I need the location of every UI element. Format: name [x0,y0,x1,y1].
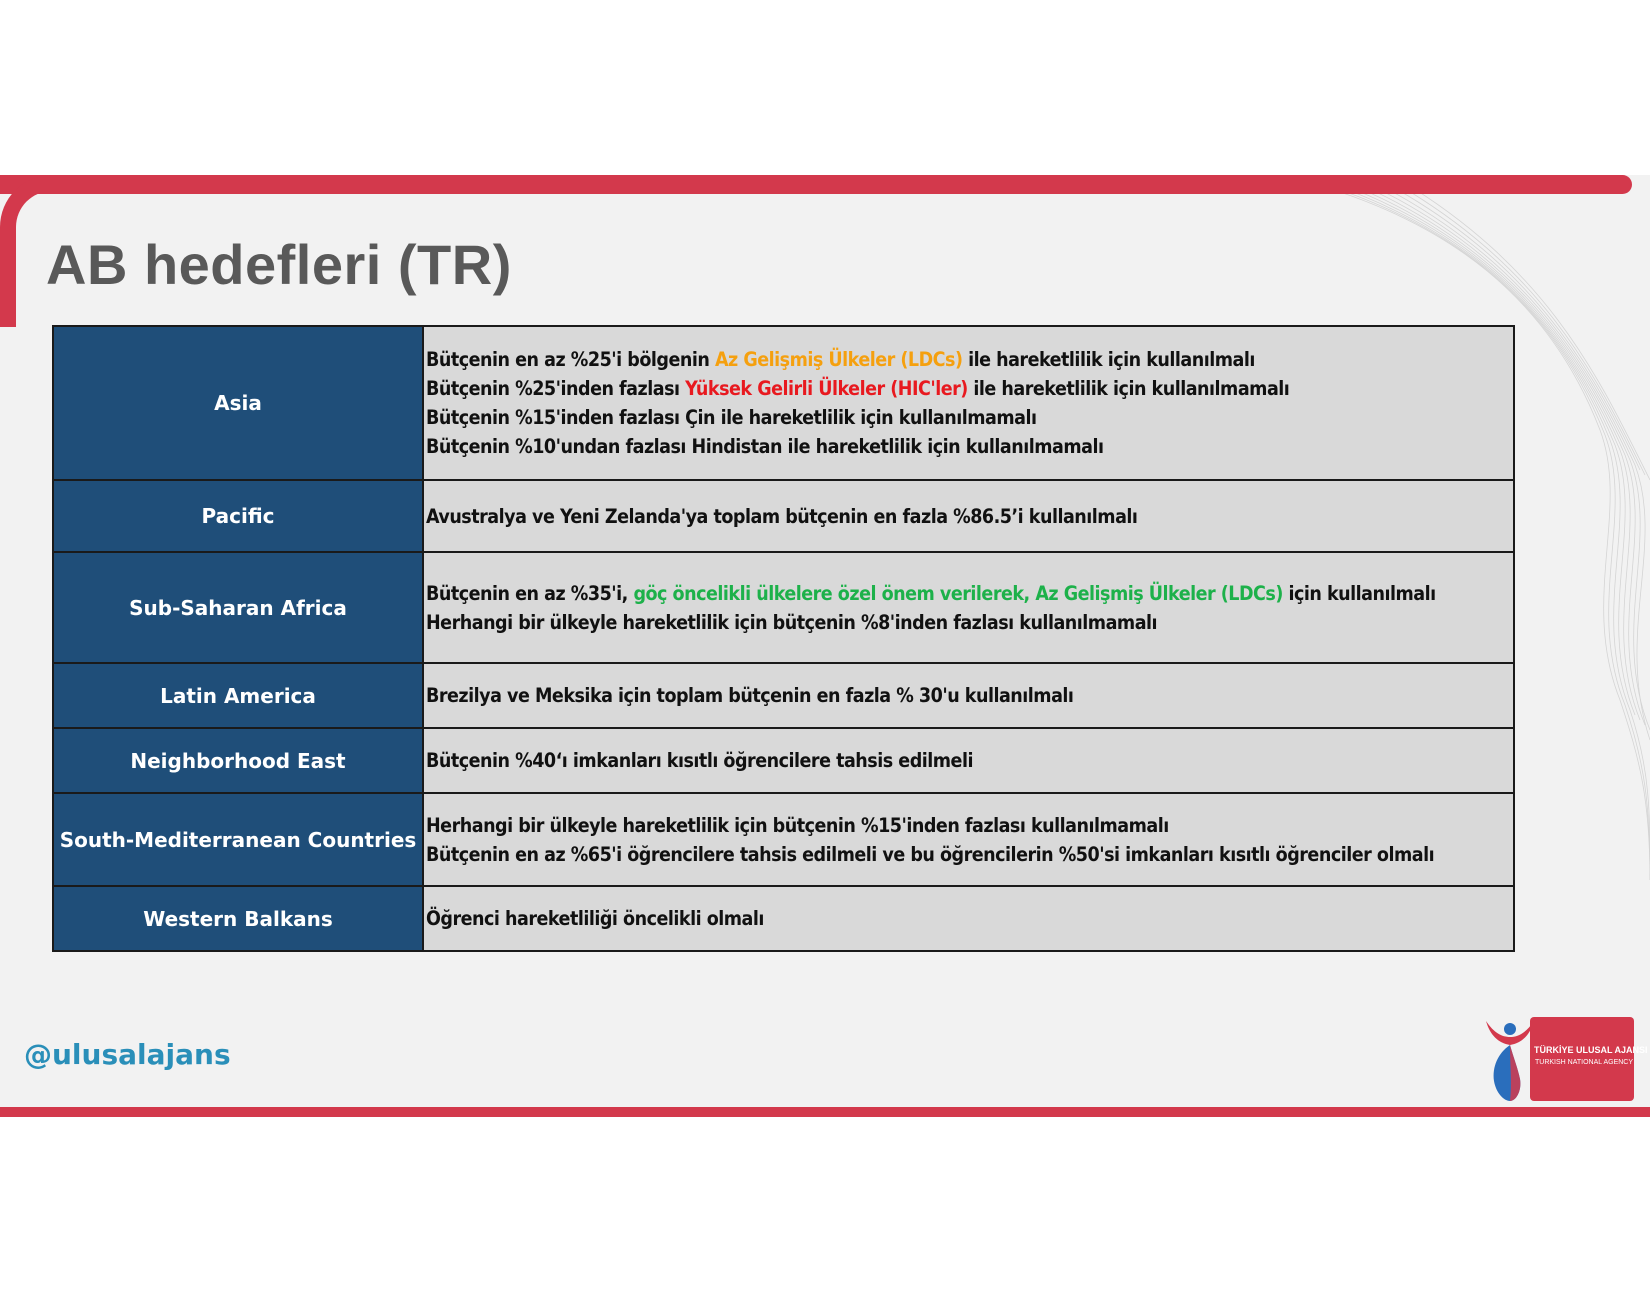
region-cell: Western Balkans [53,886,423,951]
table-row [53,728,1514,793]
logo-text-en: TURKISH NATIONAL AGENCY [1535,1059,1634,1066]
region-cell: Sub-Saharan Africa [53,552,423,663]
top-accent-bar [0,175,1632,194]
rule-line: Bütçenin en az %35'i, göç öncelikli ülkelere özel önem verilerek, Az Gelişmiş Ülkeler (LDCs) için kullanılmalı [426,581,1436,605]
rule-line: Avustralya ve Yeni Zelanda'ya toplam bütçenin en fazla %86.5’i kullanılmalı [426,504,1138,528]
rule-line: Bütçenin en az %65'i öğrencilere tahsis edilmeli ve bu öğrencilerin %50'si imkanları kısıtlı öğrenciler olmalı [426,842,1435,866]
agency-logo [1480,1015,1648,1103]
rule-line: Bütçenin %10'undan fazlası Hindistan ile hareketlilik için kullanılmamalı [426,435,1104,458]
social-handle[interactable]: @ulusalajans [24,1038,231,1071]
rules-cell [423,552,1514,663]
table-row [53,663,1514,728]
rule-line: Herhangi bir ülkeyle hareketlilik için bütçenin %8'inden fazlası kullanılmamalı [426,610,1158,634]
table-row [53,886,1514,951]
region-cell: Latin America [53,663,423,728]
highlight-ldcs: Az Gelişmiş Ülkeler (LDCs) [714,348,963,371]
rule-line: Bütçenin %40‘ı imkanları kısıtlı öğrencilere tahsis edilmeli [426,749,973,772]
region-cell: Neighborhood East [53,728,423,793]
rule-line: Bütçenin en az %25'i bölgenin Az Gelişmiş Ülkeler (LDCs) ile hareketlilik için kullanılmalı [426,348,1255,371]
rule-line: Herhangi bir ülkeyle hareketlilik için bütçenin %15'inden fazlası kullanılmamalı [426,813,1169,837]
rules-cell [423,728,1514,793]
bottom-accent-bar [0,1107,1650,1117]
rules-cell [423,663,1514,728]
region-cell: South-Mediterranean Countries [53,793,423,886]
rules-cell [423,793,1514,886]
rule-line: Öğrenci hareketliliği öncelikli olmalı [426,907,764,930]
page-title: AB hedefleri (TR) [46,233,512,296]
rules-cell [423,886,1514,951]
table-row [53,793,1514,886]
region-cell: Asia [53,326,423,480]
rule-line: Brezilya ve Meksika için toplam bütçenin en fazla % 30'u kullanılmalı [426,684,1074,707]
table-row [53,326,1514,480]
eu-targets-table [52,325,1515,952]
rule-line: Bütçenin %25'inden fazlası Yüksek Gelirli Ülkeler (HIC'ler) ile hareketlilik için kullanılmamalı [426,377,1290,400]
logo-text-tr: TÜRKİYE ULUSAL AJANSI [1534,1045,1648,1055]
table-row [53,552,1514,663]
highlight-hic: Yüksek Gelirli Ülkeler (HIC'ler) [685,377,968,400]
highlight-migration: göç öncelikli ülkelere özel önem verilerek, Az Gelişmiş Ülkeler (LDCs) [633,581,1283,605]
rules-cell [423,326,1514,480]
rules-cell [423,480,1514,552]
rule-line: Bütçenin %15'inden fazlası Çin ile hareketlilik için kullanılmamalı [426,406,1037,429]
region-cell: Pacific [53,480,423,552]
table-row [53,480,1514,552]
